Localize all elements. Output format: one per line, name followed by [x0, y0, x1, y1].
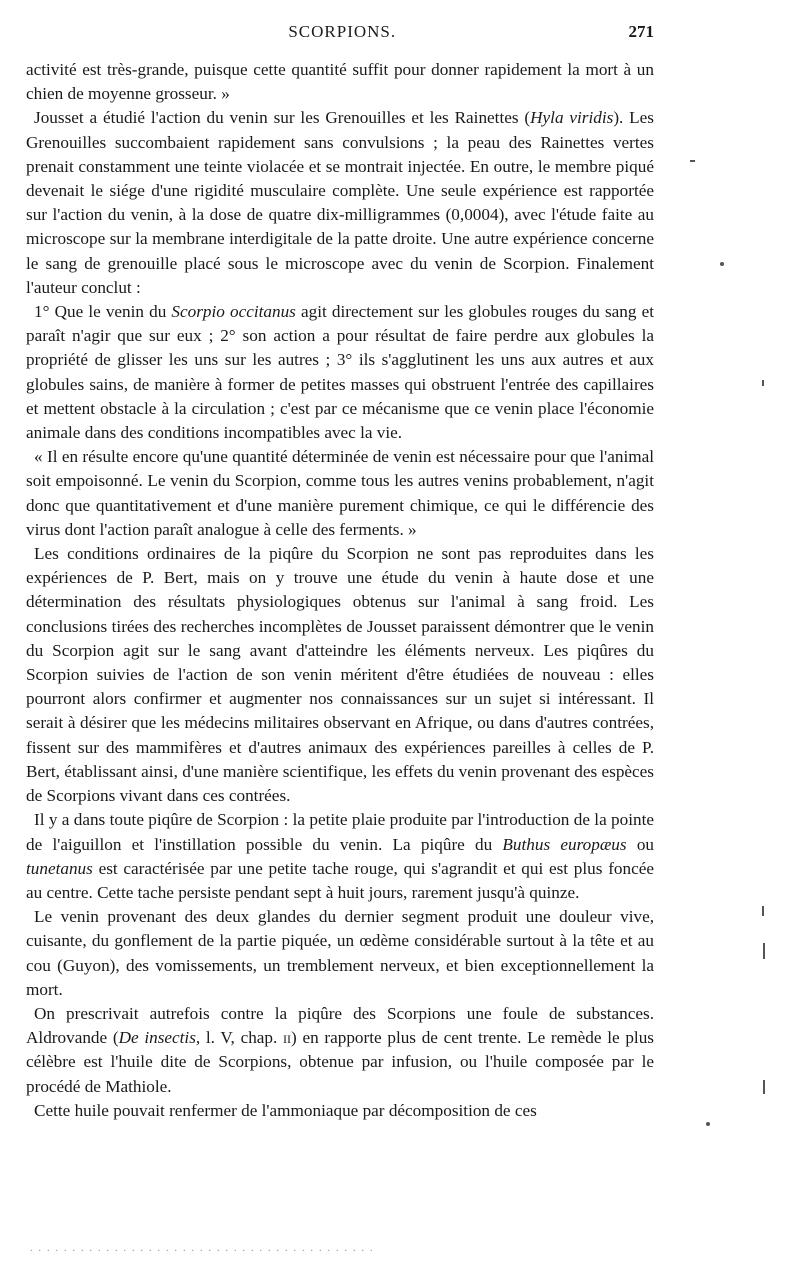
scan-speck: [763, 1080, 765, 1094]
scan-noise-footer: .........................................: [30, 1243, 379, 1251]
paragraph-4-text: « Il en résulte encore qu'une quantité déterminée de venin est nécessaire pour que l'animal soit empoisonné. Le venin du Scorpion, comme tous les autres venins probablement, n'agit donc que quantitativement et d'une manière purement chimique, ce qui le différencie des virus dont l'action paraît analogue à celle des ferments. »: [26, 447, 654, 539]
species-name-scorpio: Scorpio occitanus: [171, 302, 296, 322]
paragraph-6: [26, 808, 654, 905]
paragraph-3-text-a: 1° Que le venin du: [34, 302, 172, 322]
running-head: [26, 22, 654, 48]
paragraph-7-text: Le venin provenant des deux glandes du dernier segment produit une douleur vive, cuisante, du gonflement de la partie piquée, un œdème considérable surtout à la tête et au cou (Guyon), des vomissements, un tremblement nerveux, et bien exceptionnellement la mort.: [26, 907, 654, 999]
paragraph-6-text-a: Il y a dans toute piqûre de Scorpion : la petite plaie produite par l'introduction de la pointe de l'aiguillon et l'instillation possible du venin. La piqûre du: [26, 810, 654, 854]
paragraph-2-text-c: ). Les Grenouilles succombaient rapidement sans convulsions ; la peau des Rainettes vertes prenait constamment une teinte violacée et se montrait injectée. En outre, le membre piqué devenait le siége d'une rigidité musculaire complète. Une seule expérience est rapportée sur l'action du venin, à la dose de quatre dix-milligrammes (0,0004), avec l'étude faite au microscope sur la membrane interdigitale de la patte droite. Une autre expérience concerne le sang de grenouille placé sous le microscope avec du venin de Scorpion. Finalement l'auteur conclut :: [26, 108, 654, 297]
scan-speck: [763, 943, 765, 959]
paragraph-1-text: activité est très-grande, puisque cette quantité suffit pour donner rapidement la mort à un chien de moyenne grosseur. »: [26, 60, 654, 104]
scan-speck: [762, 380, 764, 386]
scan-speck: [762, 906, 764, 916]
page-header-title: SCORPIONS.: [288, 22, 397, 41]
paragraph-9-text: Cette huile pouvait renfermer de l'ammoniaque par décomposition de ces: [34, 1100, 537, 1120]
paragraph-1: [26, 58, 654, 106]
paragraph-5: [26, 542, 654, 808]
paragraph-5-text: Les conditions ordinaires de la piqûre du Scorpion ne sont pas reproduites dans les expériences de P. Bert, mais on y trouve une étude du venin à haute dose et une détermination des résultats physiologiques obtenus sur l'animal à sang froid. Les conclusions tirées des recherches incomplètes de Jousset paraissent démontrer que le venin du Scorpion agit sur le sang avant d'atteindre les éléments nerveux. Les piqûres du Scorpion suivies de l'action de son venin méritent d'être étudiées de nouveau : elles pourront alors confirmer et augmenter nos connaissances sur un sujet si intéressant. Il serait à désirer que les médecins militaires observant en Afrique, ou dans d'autres contrées, fissent sur des mammifères et d'autres animaux des expériences pareilles à celles de P. Bert, établissant ainsi, d'une manière scientifique, les effets du venin provenant des espèces de Scorpions vivant dans ces contrées.: [26, 544, 654, 806]
paragraph-8-text-c: , l. V, chap.: [195, 1028, 284, 1048]
chapter-numeral: ii: [283, 1028, 292, 1048]
paragraph-4: [26, 445, 654, 542]
body-text: [26, 58, 654, 1123]
book-title-de-insectis: De insectis: [118, 1028, 196, 1048]
page-number: 271: [628, 22, 654, 41]
book-page: [26, 22, 654, 1123]
species-name-hyla: Hyla viridis: [530, 108, 614, 128]
paragraph-2-text-a: Jousset a étudié l'action du venin sur les Grenouilles et les Rainettes (: [34, 108, 531, 128]
scan-speck: [706, 1122, 710, 1126]
paragraph-7: [26, 905, 654, 1002]
paragraph-3-text-c: agit directement sur les globules rouges du sang et paraît n'agir que sur eux ; 2° son action a pour résultat de faire perdre aux globules la propriété de glisser les uns sur les autres ; 3° ils s'agglutinent les uns aux autres et aux globules sains, de manière à former de petites masses qui obstruent l'entrée des capillaires et mettent obstacle à la circulation ; c'est par ce mécanisme que ce venin place l'économie animale dans des conditions incompatibles avec la vie.: [26, 302, 654, 443]
paragraph-3: [26, 300, 654, 445]
paragraph-6-text-c: ou: [626, 834, 654, 854]
species-name-tunetanus: tunetanus: [26, 858, 93, 878]
paragraph-8-text-a: On prescrivait autrefois contre la piqûre des Scorpions une foule de substances. Aldrovande (: [26, 1003, 654, 1048]
species-name-buthus: Buthus europæus: [502, 834, 627, 854]
scan-speck: [690, 160, 695, 162]
paragraph-6-text-e: est caractérisée par une petite tache rouge, qui s'agrandit et qui est plus foncée au centre. Cette tache persiste pendant sept à huit jours, rarement jusqu'à quinze.: [26, 858, 654, 902]
paragraph-9: [26, 1099, 654, 1123]
scan-speck: [720, 262, 724, 266]
paragraph-8: [26, 1002, 654, 1099]
paragraph-2: [26, 106, 654, 300]
paragraph-8-text-e: ) en rapporte plus de cent trente. Le remède le plus célèbre est l'huile dite de Scorpions, obtenue par infusion, ou l'huile composée par le procédé de Mathiole.: [26, 1028, 654, 1096]
